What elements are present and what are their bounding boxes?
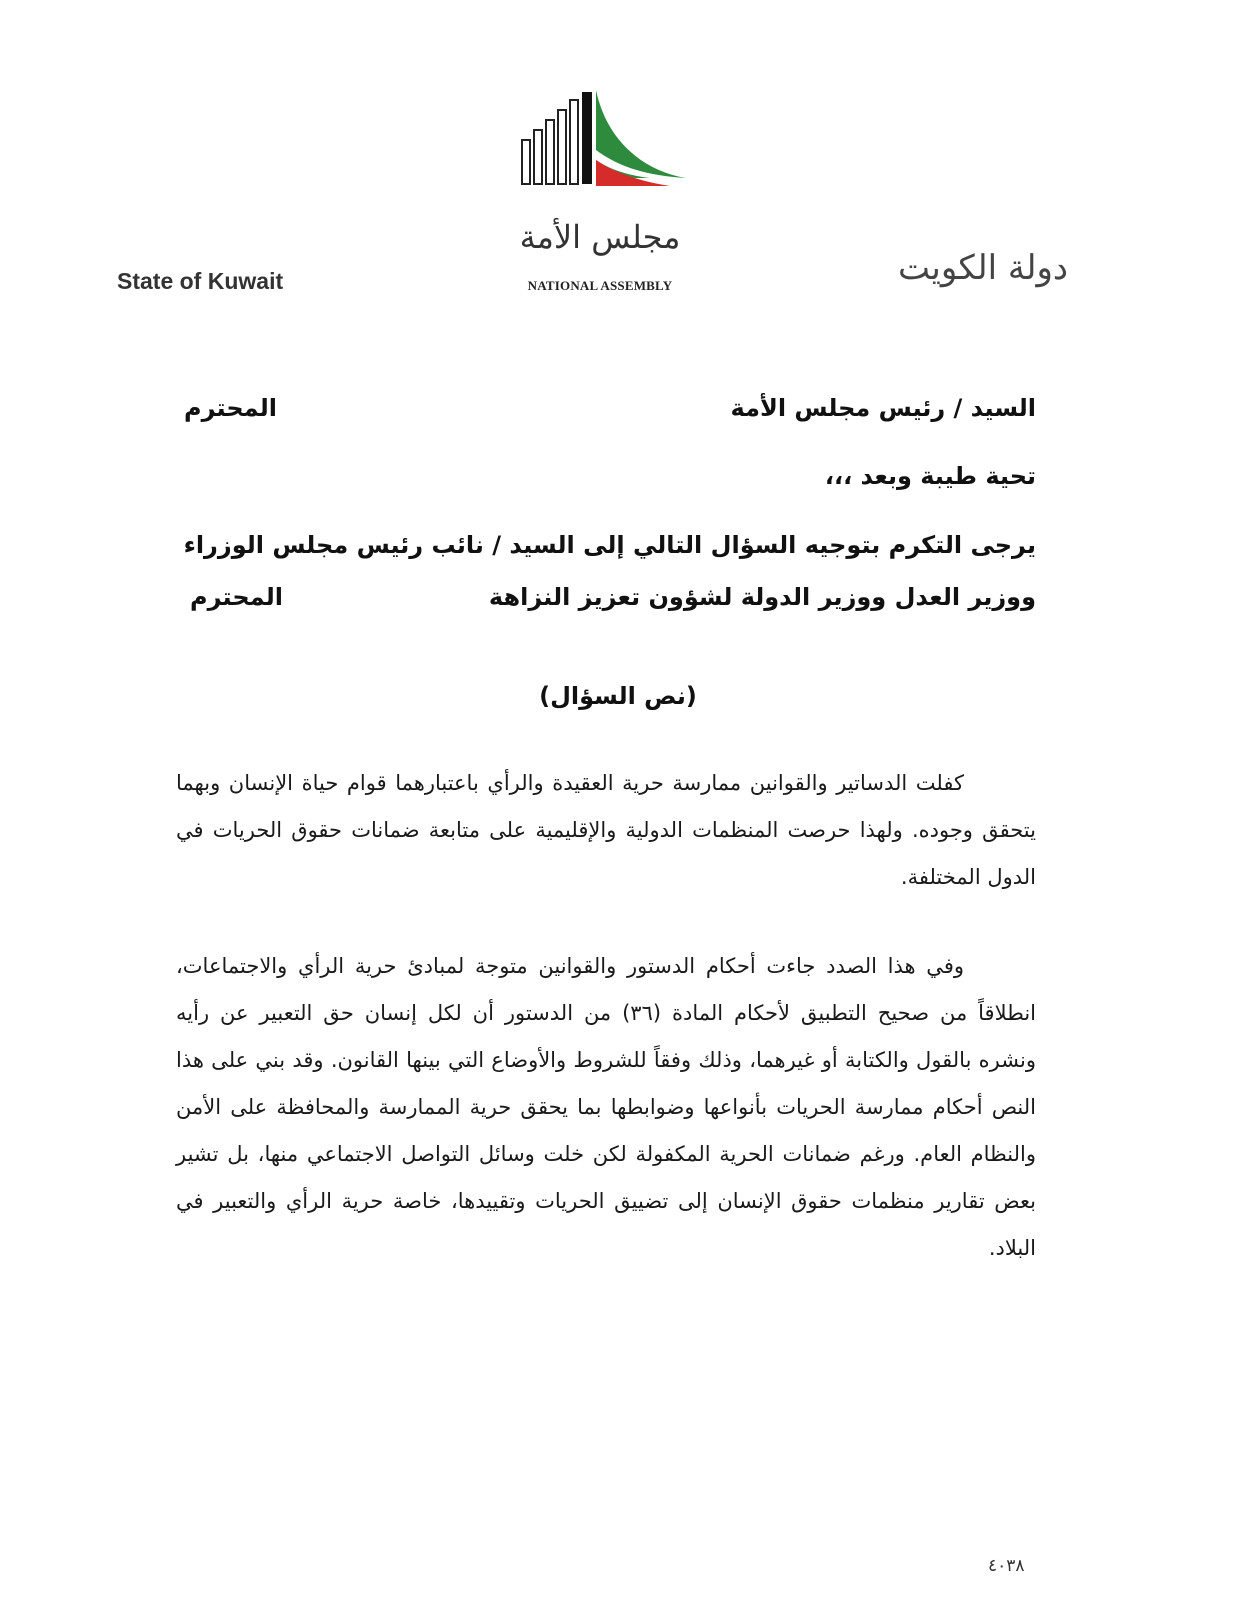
greeting: تحية طيبة وبعد ،،، [824,462,1036,490]
question-title: (نص السؤال) [539,682,697,710]
addressee: السيد / رئيس مجلس الأمة [730,394,1036,422]
state-name-english: State of Kuwait [117,268,284,294]
question-paragraph-1: كفلت الدساتير والقوانين ممارسة حرية العقيدة والرأي باعتبارهما قوام حياة الإنسان وبهما يتحقق وجوده. ولهذا حرصت المنظمات الدولية والإقليمية على متابعة ضمانات حقوق الحريات في الدول المختلفة. [176,771,1036,889]
question-paragraph-2: وفي هذا الصدد جاءت أحكام الدستور والقوانين متوجة لمبادئ حرية الرأي والاجتماعات، انطلاقاً من صحيح التطبيق لأحكام المادة (٣٦) من الدستور أن لكل إنسان حق التعبير عن رأيه ونشره بالقول والكتابة أو غيرهما، وذلك وفقاً للشروط والأوضاع التي بينها القانون. وقد بني على هذا النص أحكام ممارسة الحريات بأنواعها وضوابطها بما يحقق حرية الممارسة والمحافظة على الأمن والنظام العام. ورغم ضمانات الحرية المكفولة لكن خلت وسائل التواصل الاجتماعي منها، بل تشير بعض تقارير منظمات حقوق الإنسان إلى تضييق الحريات وتقييدها، خاصة حرية الرأي والتعبير في البلاد. [176,954,1037,1260]
request-honorific: المحترم [190,583,283,611]
national-assembly-logo-icon [520,88,692,188]
request-line-2: ووزير العدل ووزير الدولة لشؤون تعزيز النزاهة [488,583,1036,611]
addressee-honorific: المحترم [184,394,277,422]
page-number: ٤٠٣٨ [988,1556,1025,1576]
request-line-1: يرجى التكرم بتوجيه السؤال التالي إلى السيد / نائب رئيس مجلس الوزراء [183,531,1036,559]
state-name-arabic: دولة الكويت [898,248,1068,288]
assembly-name-english: NATIONAL ASSEMBLY [527,278,673,293]
assembly-name-arabic: مجلس الأمة [519,218,681,256]
